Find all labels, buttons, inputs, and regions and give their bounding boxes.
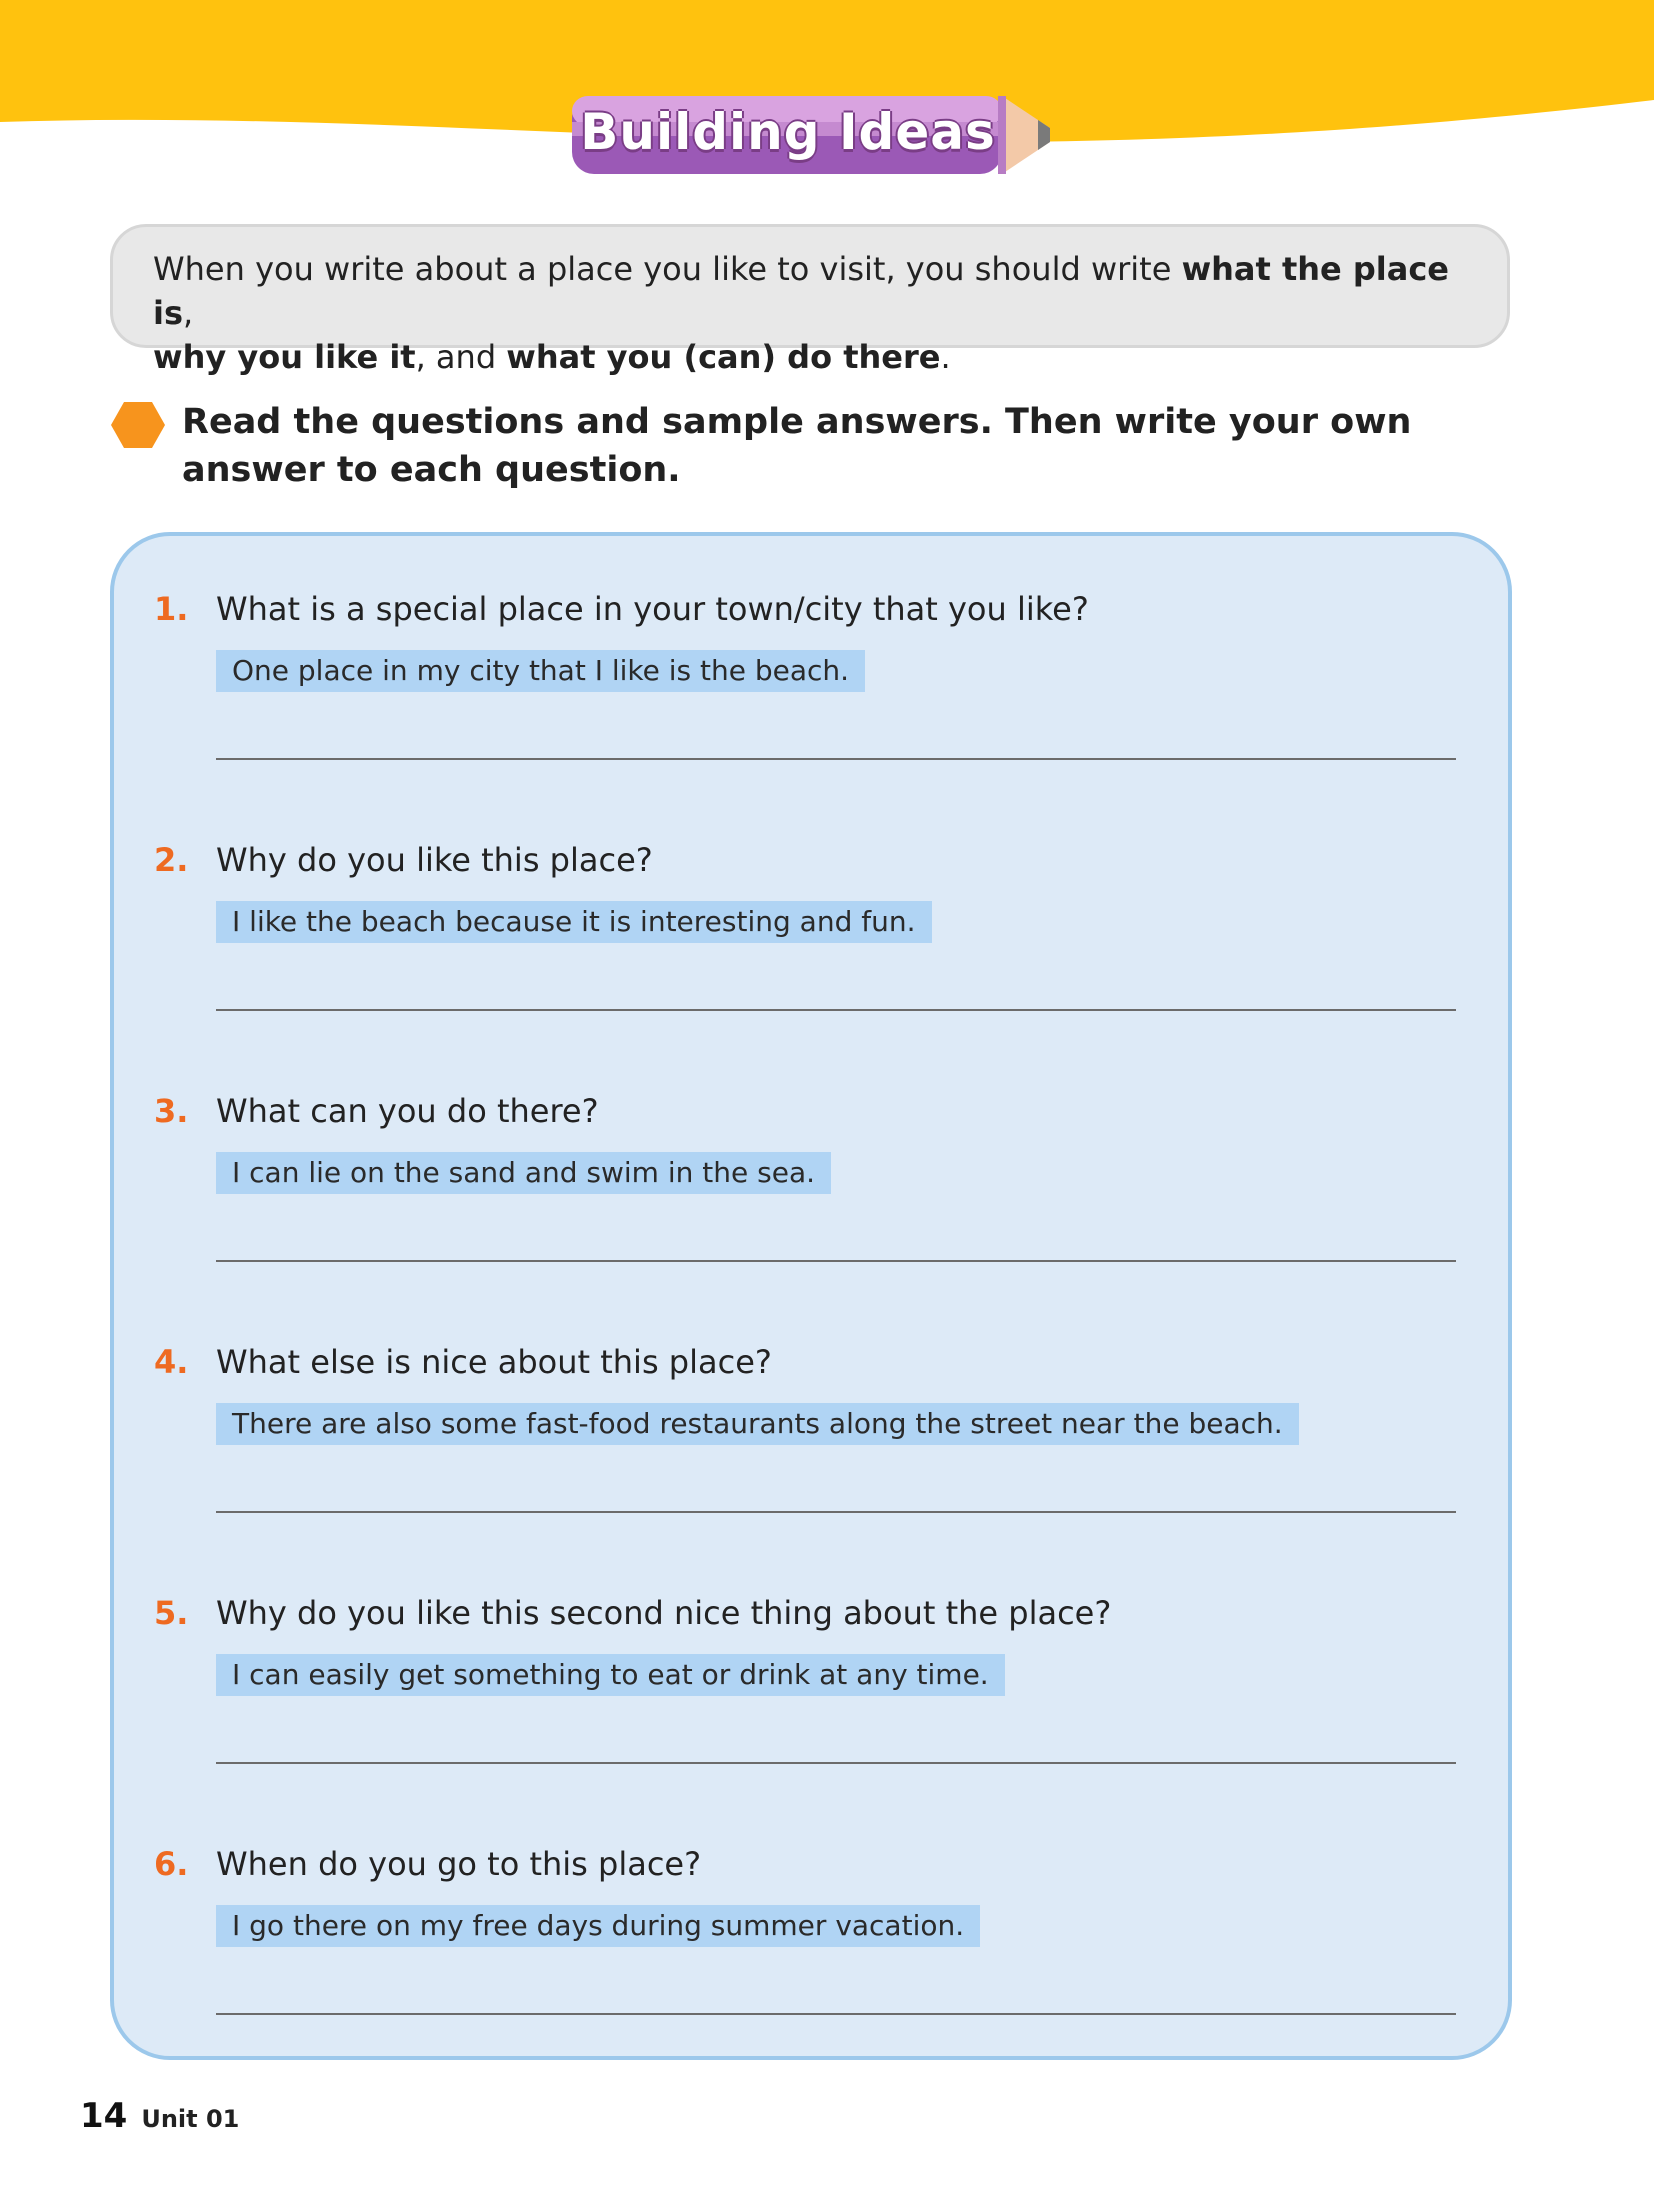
exercise-instruction [110, 398, 1510, 508]
question-item-4 [154, 1339, 1494, 1539]
tip-bold-why-like: why you like it [153, 338, 416, 376]
question-number: 6. [154, 1845, 189, 1883]
question-number: 2. [154, 841, 189, 879]
question-number: 3. [154, 1092, 189, 1130]
answer-line[interactable] [216, 758, 1456, 760]
answer-line[interactable] [216, 1009, 1456, 1011]
hexagon-bullet-icon [110, 400, 166, 450]
question-item-2 [154, 837, 1494, 1037]
instruction-text: Read the questions and sample answers. Then write your own answer to each question. [182, 402, 1412, 490]
section-title: Building Ideas [580, 103, 996, 161]
question-item-5 [154, 1590, 1494, 1790]
question-text: Why do you like this second nice thing about the place? [216, 1594, 1112, 1632]
tip-text: When you write about a place you like to visit, you should write [153, 250, 1182, 288]
answer-line[interactable] [216, 1511, 1456, 1513]
question-number: 5. [154, 1594, 189, 1632]
question-number: 4. [154, 1343, 189, 1381]
tip-bold-what-place: what the place is [153, 250, 1449, 332]
page-footer [80, 2094, 239, 2138]
section-title-badge [568, 92, 1068, 178]
sample-answer: One place in my city that I like is the beach. [216, 650, 865, 692]
question-text: When do you go to this place? [216, 1845, 702, 1883]
question-text: What else is nice about this place? [216, 1343, 772, 1381]
sample-answer: I can easily get something to eat or drink at any time. [216, 1654, 1005, 1696]
tip-bold-what-do: what you (can) do there [506, 338, 941, 376]
question-text: What can you do there? [216, 1092, 599, 1130]
writing-tip-box: When you write about a place you like to visit, you should write what the place is, why you like it, and what you (can) do there. [110, 224, 1510, 348]
sample-answer: There are also some fast-food restaurants along the street near the beach. [216, 1403, 1299, 1445]
question-item-3 [154, 1088, 1494, 1288]
question-item-6 [154, 1841, 1494, 2041]
unit-label: Unit 01 [141, 2105, 240, 2133]
question-text: What is a special place in your town/city that you like? [216, 590, 1089, 628]
sample-answer: I like the beach because it is interesting and fun. [216, 901, 932, 943]
page-number: 14 [80, 2096, 128, 2136]
question-item-1 [154, 586, 1494, 786]
sample-answer: I can lie on the sand and swim in the sea. [216, 1152, 831, 1194]
answer-line[interactable] [216, 2013, 1456, 2015]
questions-panel [110, 532, 1512, 2060]
sample-answer: I go there on my free days during summer vacation. [216, 1905, 980, 1947]
question-text: Why do you like this place? [216, 841, 653, 879]
question-number: 1. [154, 590, 189, 628]
answer-line[interactable] [216, 1762, 1456, 1764]
answer-line[interactable] [216, 1260, 1456, 1262]
